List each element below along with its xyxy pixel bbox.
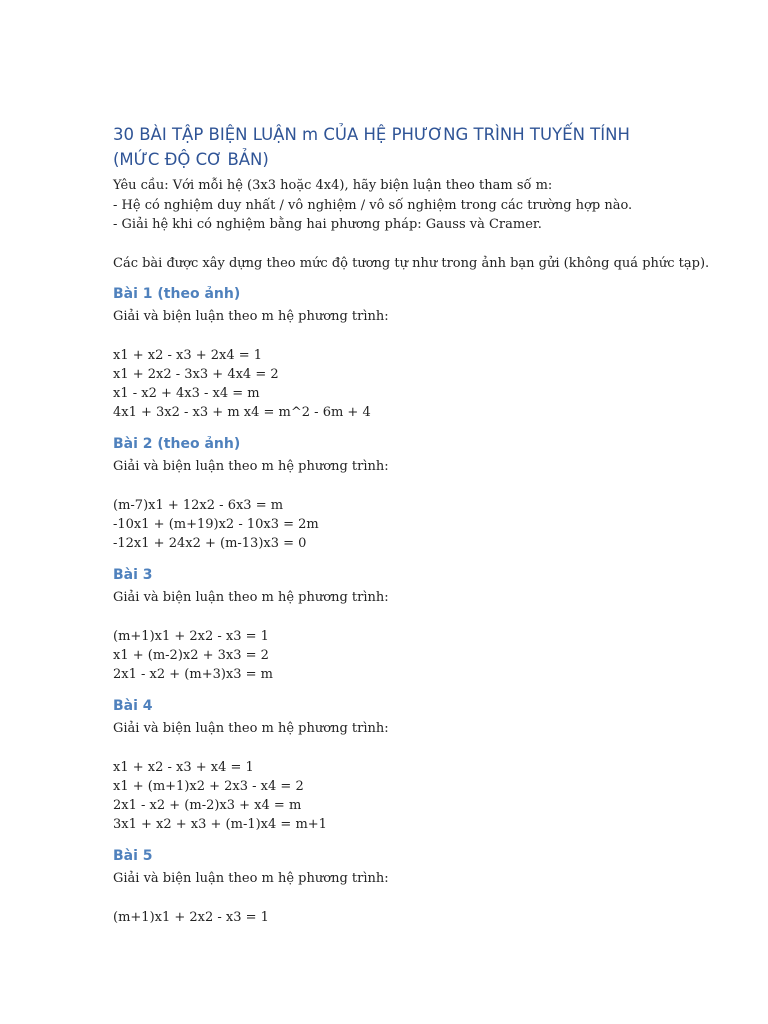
equation: x1 + x2 - x3 + x4 = 1: [113, 759, 254, 775]
intro-line: - Giải hệ khi có nghiệm bằng hai phương pháp: Gauss và Cramer.: [113, 217, 542, 232]
note-text: Các bài được xây dựng theo mức độ tương tự như trong ảnh bạn gửi (không quá phức tạp).: [113, 256, 710, 271]
equation: 2x1 - x2 + (m-2)x3 + x4 = m: [113, 797, 302, 813]
intro-line: Yêu cầu: Với mỗi hệ (3x3 hoặc 4x4), hãy biện luận theo tham số m:: [113, 178, 553, 193]
exercise-prompt: Giải và biện luận theo m hệ phương trình:: [113, 458, 389, 474]
equation: x1 + (m+1)x2 + 2x3 - x4 = 2: [113, 778, 304, 794]
exercise-4: [113, 696, 673, 834]
exercise-2: [113, 434, 673, 553]
equation: x1 + 2x2 - 3x3 + 4x4 = 2: [113, 366, 279, 382]
exercise-1: [113, 284, 673, 422]
exercise-prompt: Giải và biện luận theo m hệ phương trình:: [113, 720, 389, 736]
exercise-heading: Bài 1 (theo ảnh): [113, 285, 241, 302]
spacer: [113, 607, 673, 627]
exercise-prompt: Giải và biện luận theo m hệ phương trình:: [113, 870, 389, 886]
equation: x1 + x2 - x3 + 2x4 = 1: [113, 347, 263, 363]
exercise-5: [113, 846, 673, 927]
intro-line: - Hệ có nghiệm duy nhất / vô nghiệm / vô số nghiệm trong các trường hợp nào.: [113, 197, 633, 213]
exercise-prompt: Giải và biện luận theo m hệ phương trình:: [113, 308, 389, 324]
equation: x1 + (m-2)x2 + 3x3 = 2: [113, 647, 269, 663]
document-title: 30 BÀI TẬP BIỆN LUẬN m CỦA HỆ PHƯƠNG TRÌNH TUYẾN TÍNH (MỨC ĐỘ CƠ BẢN): [113, 125, 630, 169]
intro-block: [113, 176, 673, 235]
equation: (m+1)x1 + 2x2 - x3 = 1: [113, 628, 269, 644]
equation: x1 - x2 + 4x3 - x4 = m: [113, 385, 260, 401]
spacer: [113, 235, 673, 255]
spacer: [113, 888, 673, 908]
equation: 4x1 + 3x2 - x3 + m x4 = m^2 - 6m + 4: [113, 404, 371, 420]
exercise-heading: Bài 3: [113, 566, 153, 583]
equation: (m+1)x1 + 2x2 - x3 = 1: [113, 909, 269, 925]
spacer: [113, 476, 673, 496]
equation: -12x1 + 24x2 + (m-13)x3 = 0: [113, 535, 307, 551]
document-page: [113, 122, 710, 927]
spacer: [113, 326, 673, 346]
exercise-heading: Bài 4: [113, 697, 153, 714]
equation: 3x1 + x2 + x3 + (m-1)x4 = m+1: [113, 816, 327, 832]
spacer: [113, 738, 673, 758]
exercise-3: [113, 565, 673, 684]
exercise-prompt: Giải và biện luận theo m hệ phương trình:: [113, 589, 389, 605]
equation: (m-7)x1 + 12x2 - 6x3 = m: [113, 497, 284, 513]
exercise-heading: Bài 5: [113, 847, 153, 864]
equation: 2x1 - x2 + (m+3)x3 = m: [113, 666, 274, 682]
exercise-heading: Bài 2 (theo ảnh): [113, 435, 241, 452]
equation: -10x1 + (m+19)x2 - 10x3 = 2m: [113, 516, 319, 532]
